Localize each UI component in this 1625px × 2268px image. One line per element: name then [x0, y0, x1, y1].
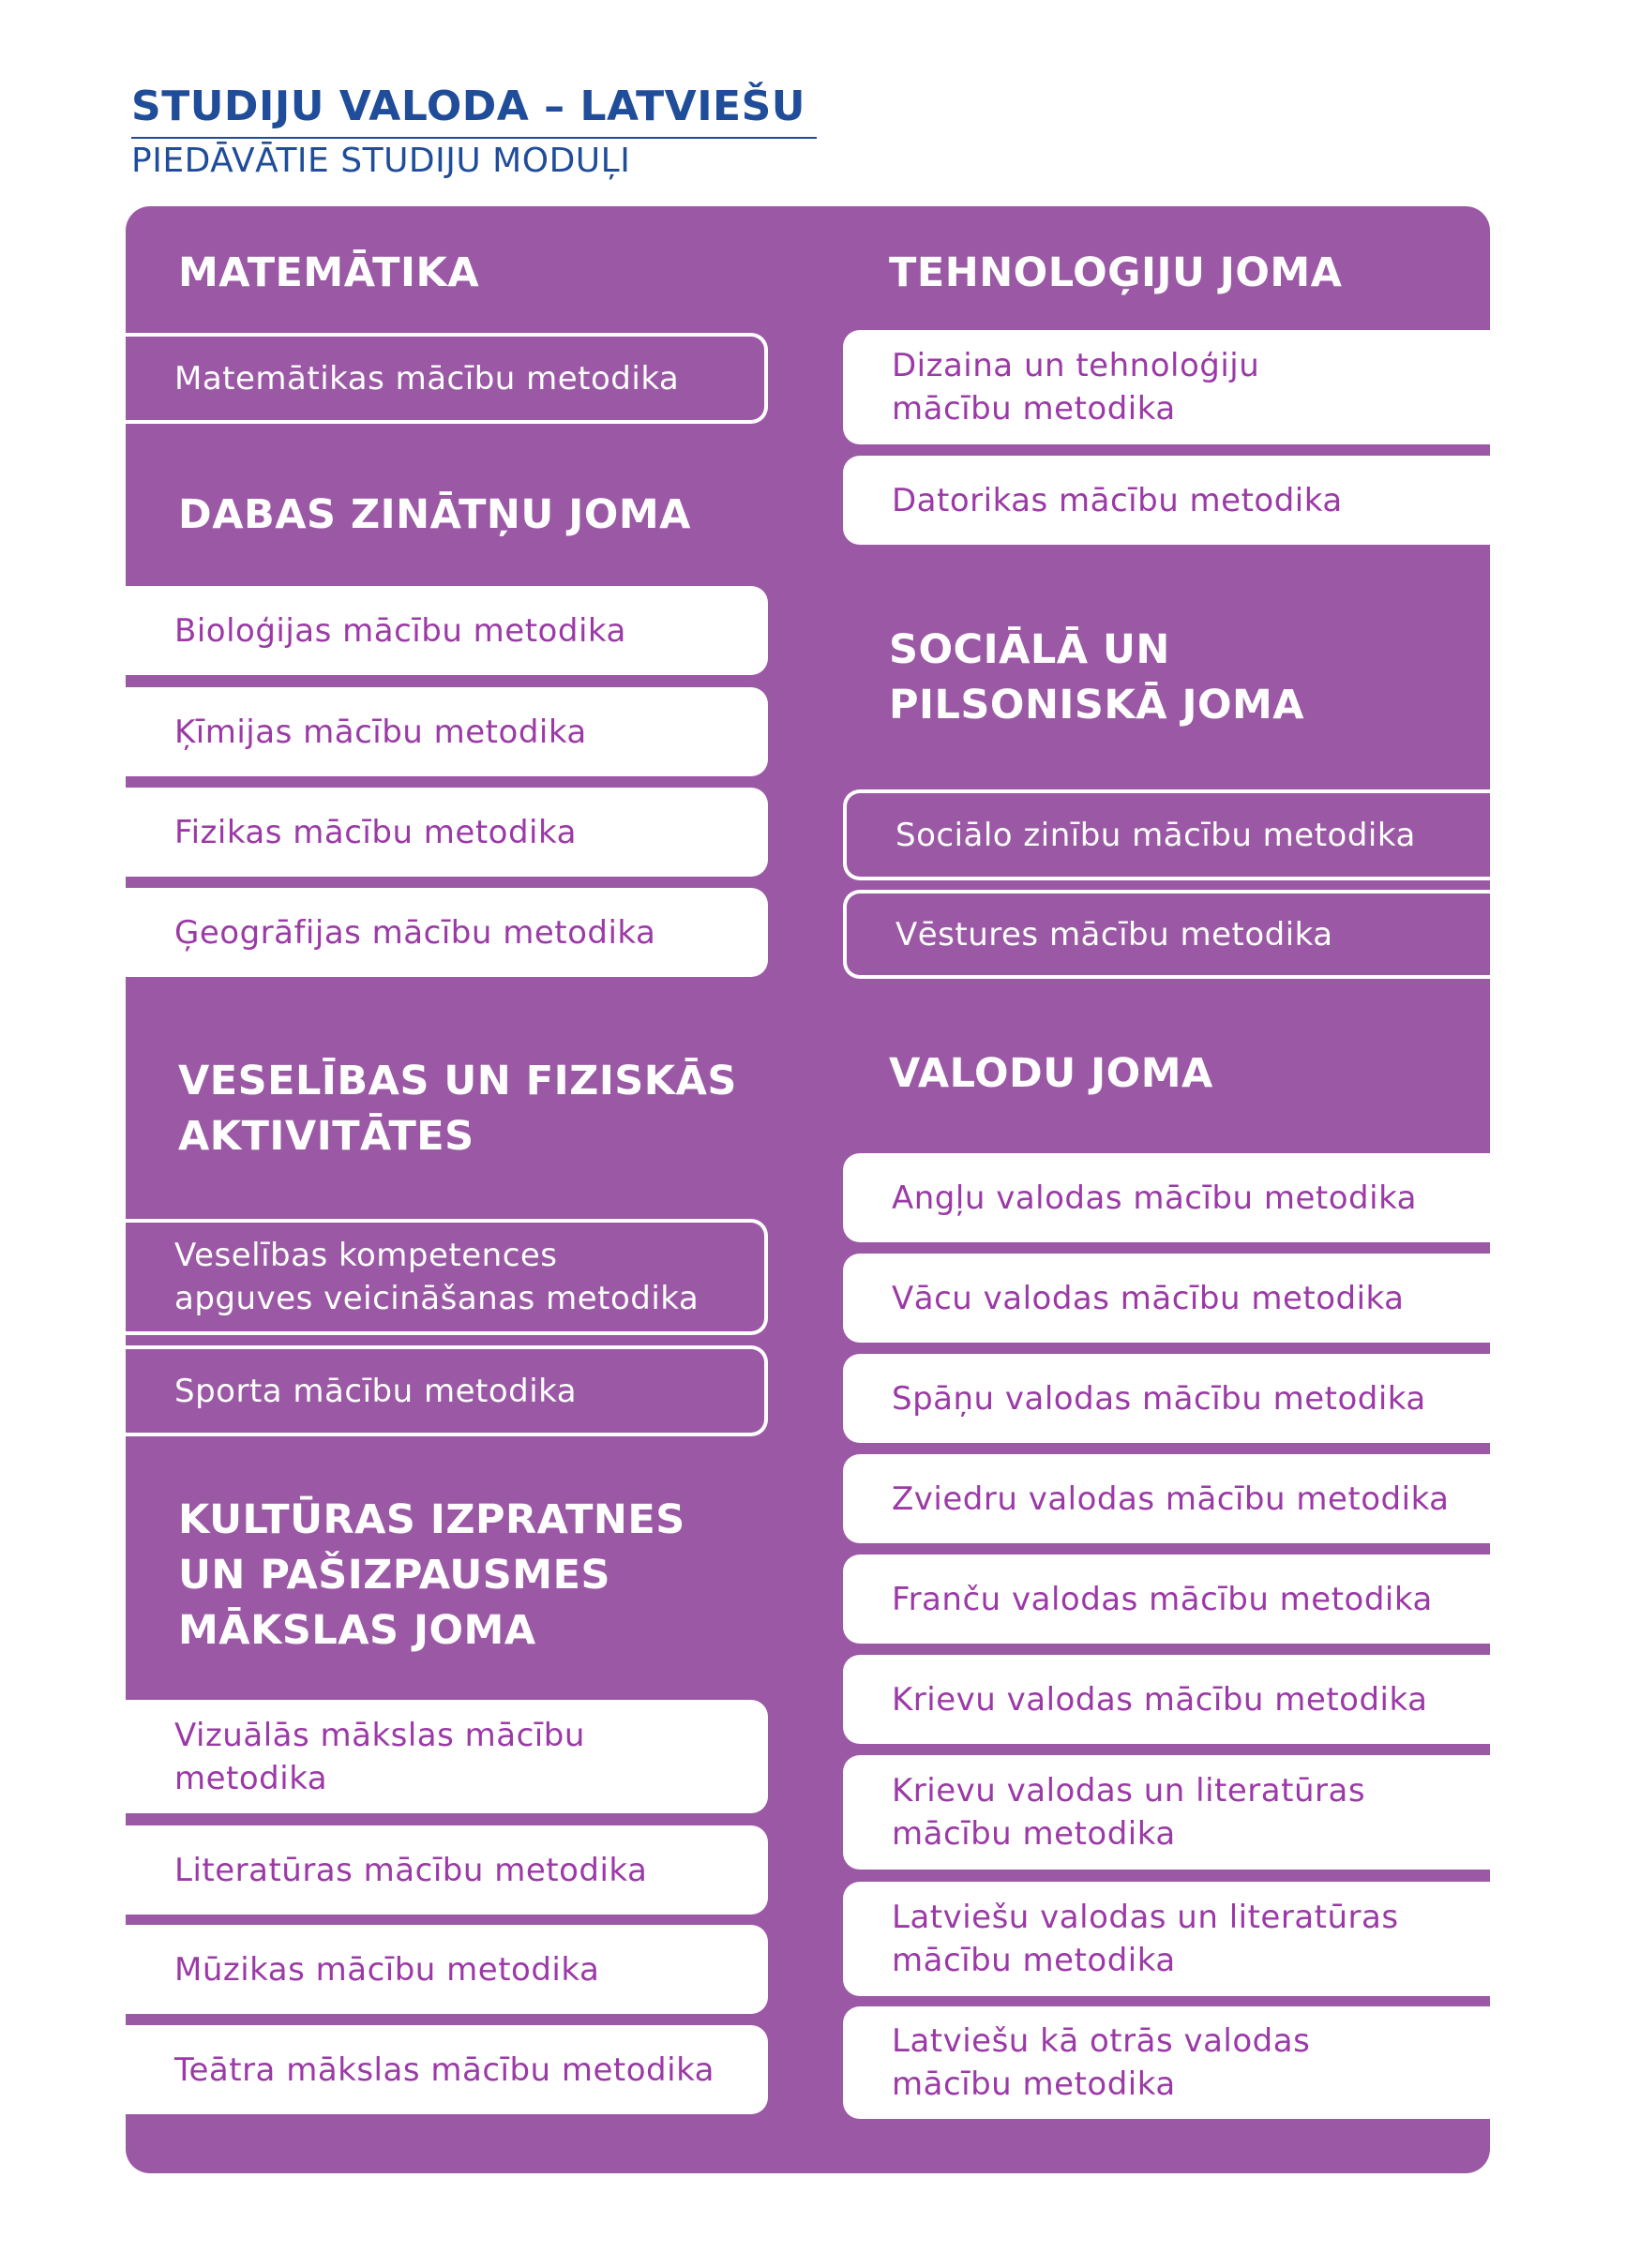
module-biologijas[interactable]: Bioloģijas mācību metodika [126, 586, 768, 675]
module-sporta[interactable]: Sporta mācību metodika [126, 1345, 768, 1436]
modules-panel [126, 206, 1490, 2173]
section-title-dabas: DABAS ZINĀTŅU JOMA [178, 491, 691, 538]
module-latviesu-literaturas[interactable]: Latviešu valodas un literatūras mācību metodika [843, 1882, 1490, 1996]
module-kimijas[interactable]: Ķīmijas mācību metodika [126, 687, 768, 776]
module-matematikas[interactable]: Matemātikas mācību metodika [126, 333, 768, 424]
section-title-kultura: KULTŪRAS IZPRATNES UN PAŠIZPAUSMES MĀKSLAS JOMA [178, 1496, 685, 1654]
module-zviedru[interactable]: Zviedru valodas mācību metodika [843, 1454, 1490, 1543]
module-datorikas[interactable]: Datorikas mācību metodika [843, 456, 1490, 545]
module-krievu-literaturas[interactable]: Krievu valodas un literatūras mācību metodika [843, 1755, 1490, 1870]
section-title-sociala: SOCIĀLĀ UN PILSONISKĀ JOMA [889, 626, 1305, 728]
module-socialo-zinibu[interactable]: Sociālo zinību mācību metodika [843, 789, 1490, 880]
module-literaturas[interactable]: Literatūras mācību metodika [126, 1825, 768, 1915]
module-francu[interactable]: Franču valodas mācību metodika [843, 1555, 1490, 1644]
page-subtitle: PIEDĀVĀTIE STUDIJU MODUĻI [131, 142, 631, 180]
section-title-veseliba: VESELĪBAS UN FIZISKĀS AKTIVITĀTES [178, 1058, 737, 1160]
module-anglu[interactable]: Angļu valodas mācību metodika [843, 1153, 1490, 1242]
module-dizaina[interactable]: Dizaina un tehnoloģiju mācību metodika [843, 330, 1490, 444]
section-title-valodu: VALODU JOMA [889, 1050, 1213, 1097]
module-muzikas[interactable]: Mūzikas mācību metodika [126, 1925, 768, 2014]
page-title: STUDIJU VALODA – LATVIEŠU [131, 77, 817, 139]
module-latviesu-otras[interactable]: Latviešu kā otrās valodas mācību metodika [843, 2006, 1490, 2119]
module-vestures[interactable]: Vēstures mācību metodika [843, 890, 1490, 979]
module-geografijas[interactable]: Ģeogrāfijas mācību metodika [126, 888, 768, 977]
module-vizualas-makslas[interactable]: Vizuālās mākslas mācību metodika [126, 1700, 768, 1813]
module-fizikas[interactable]: Fizikas mācību metodika [126, 788, 768, 877]
module-vacu[interactable]: Vācu valodas mācību metodika [843, 1254, 1490, 1343]
module-veselibas[interactable]: Veselības kompetences apguves veicināšanas metodika [126, 1219, 768, 1335]
module-krievu[interactable]: Krievu valodas mācību metodika [843, 1655, 1490, 1744]
module-spanu[interactable]: Spāņu valodas mācību metodika [843, 1354, 1490, 1443]
section-title-matematika: MATEMĀTIKA [178, 249, 480, 296]
module-teatra[interactable]: Teātra mākslas mācību metodika [126, 2025, 768, 2114]
section-title-tehnologiju: TEHNOLOĢIJU JOMA [889, 249, 1343, 296]
